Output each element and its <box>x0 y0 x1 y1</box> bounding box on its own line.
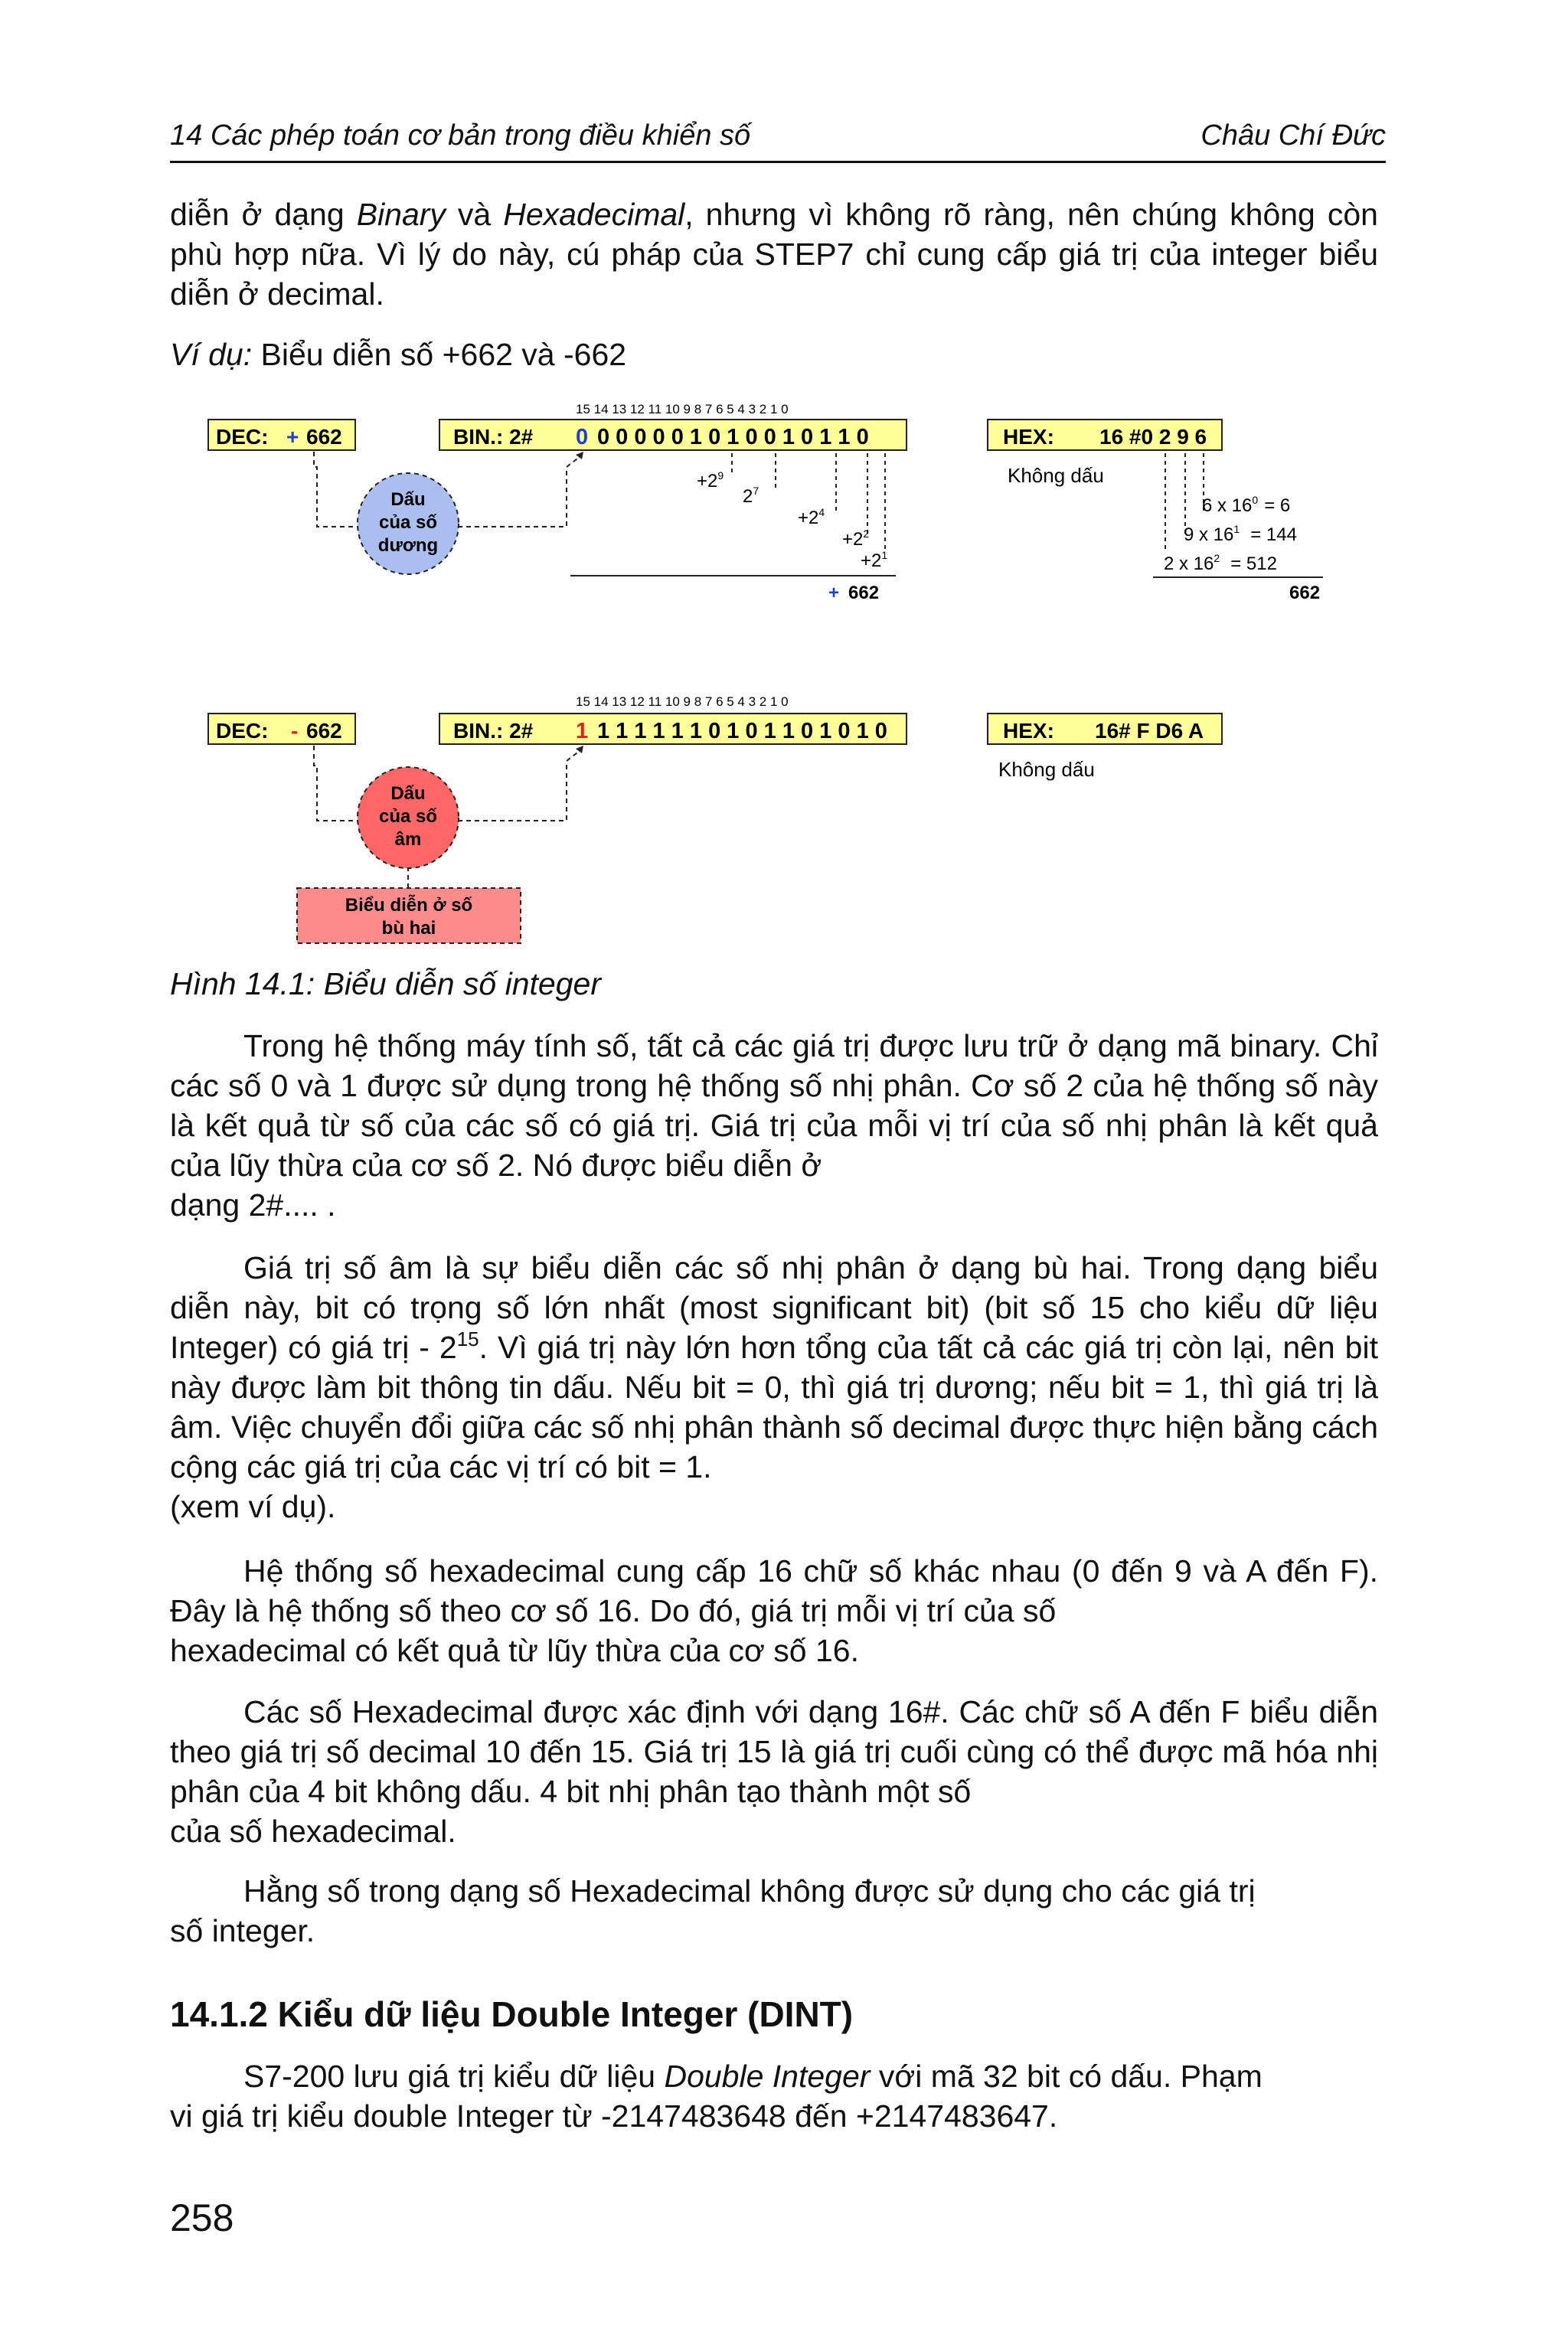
bin-sign-bit: 0 <box>576 425 589 449</box>
svg-text:Biểu diễn ở số: Biểu diễn ở số <box>345 895 473 916</box>
bin-digits-neg: 1 1 1 1 1 1 0 1 0 1 1 0 1 0 1 0 <box>597 719 887 743</box>
svg-text:dương: dương <box>377 535 439 556</box>
hex-value: 16 #0 2 9 6 <box>1099 425 1207 449</box>
bin-label: BIN.: 2# <box>453 425 534 449</box>
term-2-9: $+2^9$ <box>697 469 724 491</box>
chapter-title: 14 Các phép toán cơ bản trong điều khiển số <box>170 119 751 152</box>
sum-sign: + <box>828 583 840 603</box>
hex-calc-0: 6 x $16^0 = 6$ <box>1202 494 1291 516</box>
arrow-head-icon <box>576 452 583 459</box>
bin-label-neg: BIN.: 2# <box>453 719 534 743</box>
term-2-7: $2^7$ <box>743 485 760 507</box>
paragraph-6: S7-200 lưu giá trị kiểu dữ liệu Double Integer với mã 32 bit có dấu. Phạm vi giá trị kiểu double Integer từ -2147483648 đến +2147483647. <box>170 2059 1263 2134</box>
svg-text:của số: của số <box>378 806 438 827</box>
intro-paragraph: diễn ở dạng Binary và Hexadecimal, nhưng vì không rõ ràng, nên chúng không còn phù hợp nữa. Vì lý do này, cú pháp của STEP7 chỉ cung cấp giá trị của integer biểu diễn ở decimal. <box>170 197 1378 312</box>
sum-value: 662 <box>848 583 880 603</box>
dec-sign-neg: - <box>291 719 299 743</box>
bin-digits: 0 0 0 0 0 1 0 1 0 0 1 0 1 1 0 <box>597 425 869 449</box>
hex-label-neg: HEX: <box>1003 719 1054 743</box>
term-2-1: $+2^1$ <box>861 549 888 571</box>
arrow-head-icon-neg <box>576 746 583 753</box>
section-heading: 14.1.2 Kiểu dữ liệu Double Integer (DINT) <box>170 1994 854 2034</box>
hex-calc-1: 9 x $16^1 = 144$ <box>1184 523 1297 545</box>
paragraph-1: Trong hệ thống máy tính số, tất cả các giá trị được lưu trữ ở dạng mã binary. Chỉ các số 0 và 1 được sử dụng trong hệ thống số nhị phân. Cơ số 2 của hệ thống số này là kết quả từ số của các số có giá trị. Giá trị của mỗi vị trí của số nhị phân là kết quả của lũy thừa của cơ số 2. Nó được biểu diễn ở dạng 2#.... . <box>170 1028 1378 1223</box>
bin-sign-bit-neg: 1 <box>576 719 589 743</box>
hexadecimal-term: Hexadecimal <box>503 197 685 232</box>
paragraph-3: Hệ thống số hexadecimal cung cấp 16 chữ số khác nhau (0 đến 9 và A đến F). Đây là hệ thống số theo cơ số 16. Do đó, giá trị mỗi vị trí của số hexadecimal có kết quả từ lũy thừa của cơ số 16. <box>170 1553 1378 1668</box>
example-label: Ví dụ: <box>170 337 253 372</box>
bit-number-row: 15 14 13 12 11 10 9 8 7 6 5 4 3 2 1 0 <box>576 402 789 416</box>
term-2-4: $+2^4$ <box>798 506 825 528</box>
integer-representation-figure <box>0 0 1568 995</box>
hex-unsigned-note-neg: Không dấu <box>998 758 1095 781</box>
bit-number-row-2: 15 14 13 12 11 10 9 8 7 6 5 4 3 2 1 0 <box>576 694 789 709</box>
hex-unsigned-note: Không dấu <box>1008 464 1104 487</box>
svg-text:âm: âm <box>394 829 422 850</box>
binary-term: Binary <box>356 197 446 232</box>
dec-label-neg: DEC: <box>216 719 269 743</box>
author-name: Châu Chí Đức <box>1200 119 1386 152</box>
hex-value-neg: 16# F D6 A <box>1095 719 1204 743</box>
paragraph-4: Các số Hexadecimal được xác định với dạng 16#. Các chữ số A đến F biểu diễn theo giá trị số decimal 10 đến 15. Giá trị 15 là giá trị cuối cùng có thể được mã hóa nhị phân của 4 bit không dấu. 4 bit nhị phân tạo thành một số của số hexadecimal. <box>170 1694 1378 1849</box>
dec-value: 662 <box>306 425 342 449</box>
hex-label: HEX: <box>1003 425 1054 449</box>
figure-caption: Hình 14.1: Biểu diễn số integer <box>170 966 601 1001</box>
example-text: Biểu diễn số +662 và -662 <box>252 337 627 372</box>
dec-value-neg: 662 <box>306 719 342 743</box>
svg-text:Dấu: Dấu <box>390 489 426 510</box>
paragraph-5: Hằng số trong dạng số Hexadecimal không được sử dụng cho các giá trị số integer. <box>170 1873 1256 1948</box>
svg-text:bù hai: bù hai <box>381 918 436 939</box>
term-2-2: $+2^2$ <box>842 527 870 550</box>
dec-label: DEC: <box>216 425 269 449</box>
svg-text:của số: của số <box>378 512 438 533</box>
hex-total: 662 <box>1289 583 1321 603</box>
page-number: 258 <box>170 2196 234 2239</box>
hex-calc-2: 2 x $16^2 = 512$ <box>1164 552 1277 574</box>
paragraph-2: Giá trị số âm là sự biểu diễn các số nhị phân ở dạng bù hai. Trong dạng biểu diễn này, bit có trọng số lớn nhất (most significant bit) (bit số 15 cho kiểu dữ liệu Integer) có giá trị - $2^{15}$. Vì giá trị này lớn hơn tổng của tất cả các giá trị còn lại, nên bit này được làm bit thông tin dấu. Nếu bit = 0, thì giá trị dương; nếu bit = 1, thì giá trị là âm. Việc chuyển đổi giữa các số nhị phân thành số decimal được thực hiện bằng cách cộng các giá trị của các vị trí có bit = 1. (xem ví dụ). <box>170 1250 1378 1524</box>
svg-text:Dấu: Dấu <box>390 783 426 804</box>
dec-sign: + <box>286 425 299 449</box>
